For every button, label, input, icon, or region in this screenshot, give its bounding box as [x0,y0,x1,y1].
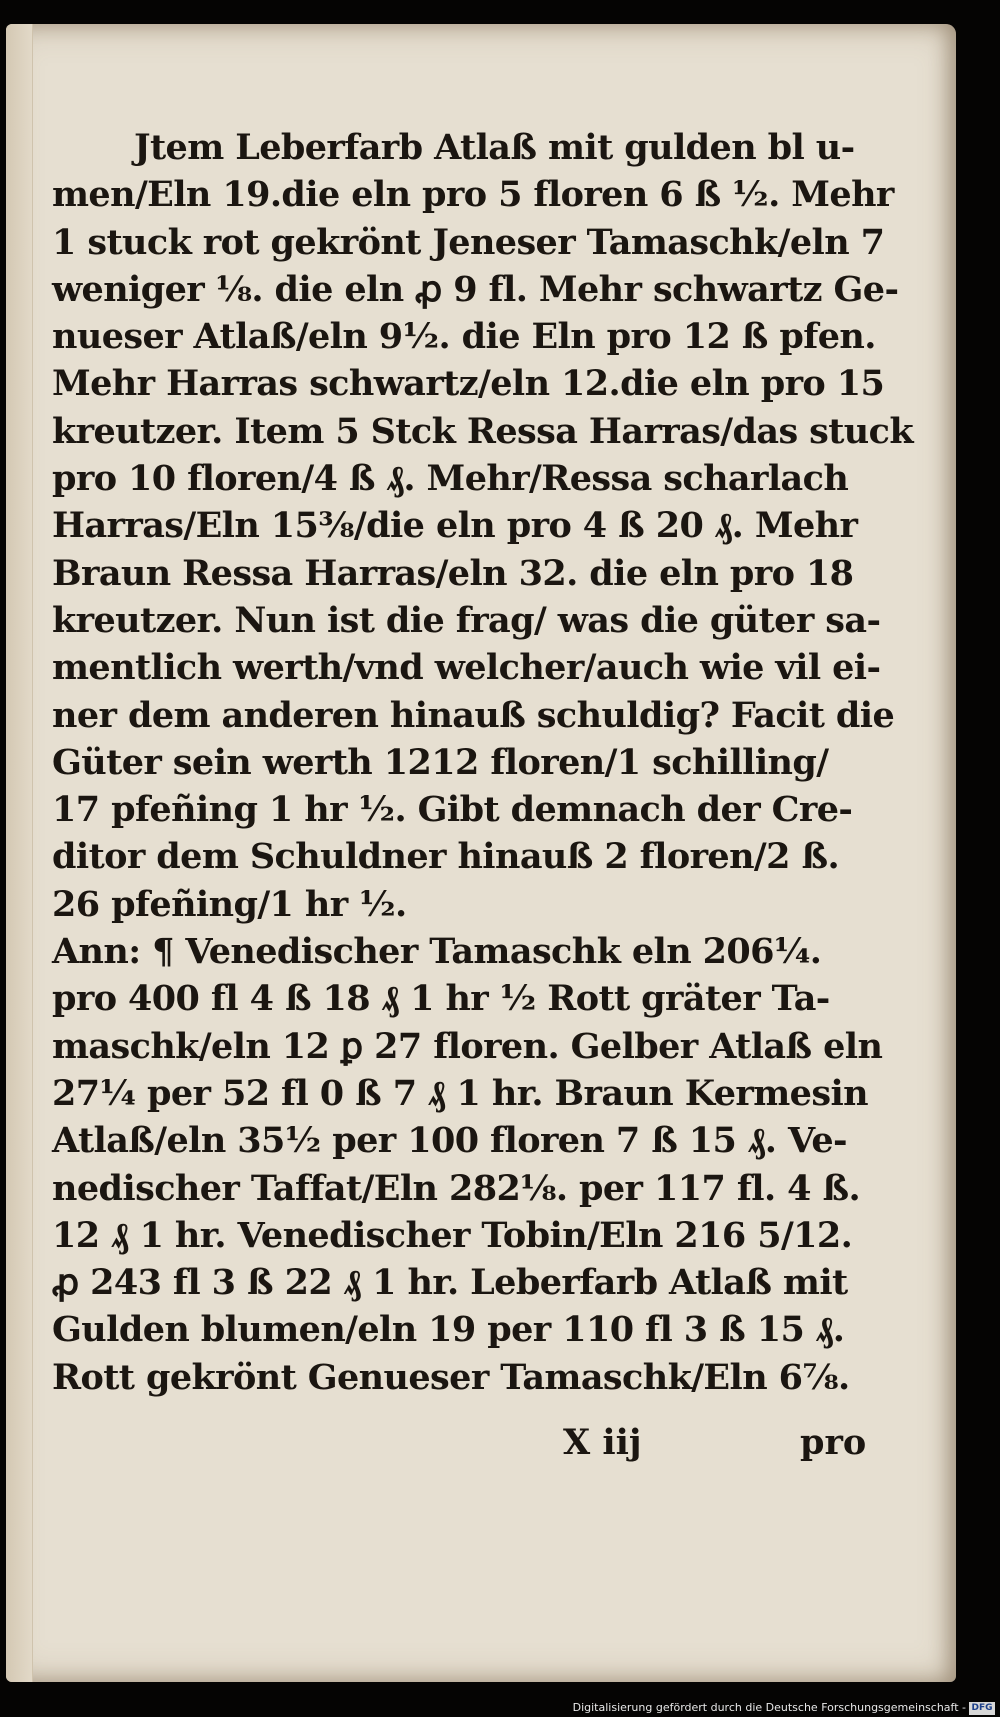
body-text [52,124,912,1401]
text-line: ꝓ 243 fl 3 ß 22 ₰ 1 hr. Leberfarb Atlaß mit [52,1262,848,1304]
text-line: nedischer Taffat/Eln 282⅛. per 117 fl. 4 ß. [52,1167,861,1209]
text-line: Harras/Eln 15⅜/die eln pro 4 ß 20 ₰. Mehr [52,505,858,547]
text-line: men/Eln 19.die eln pro 5 floren 6 ß ½. Mehr [52,174,894,216]
text-line: pro 400 fl 4 ß 18 ₰ 1 hr ½ Rott gräter Ta- [52,978,830,1020]
text-line: kreutzer. Nun ist die frag/ was die güter sa- [52,599,881,641]
text-line: 12 ₰ 1 hr. Venedischer Tobin/Eln 216 5/12. [52,1214,853,1256]
text-line: Jtem Leberfarb Atlaß mit gulden bl u- [134,127,855,168]
text-line: Güter sein werth 1212 floren/1 schilling/ [52,741,829,783]
text-line: mentlich werth/vnd welcher/auch wie vil ei- [52,647,881,689]
credit-text: Digitalisierung gefördert durch die Deutsche Forschungsgemeinschaft - [572,1701,966,1714]
text-line: nueser Atlaß/eln 9½. die Eln pro 12 ß pfen. [52,316,876,358]
signature-mark: X iij [563,1422,642,1463]
text-line: kreutzer. Item 5 Stck Ressa Harras/das stuck [52,410,914,452]
text-line: weniger ⅛. die eln ꝓ 9 fl. Mehr schwartz Ge- [52,268,899,310]
text-line: Mehr Harras schwartz/eln 12.die eln pro 15 [52,363,885,405]
text-line: ner dem anderen hinauß schuldig? Facit die [52,694,895,736]
credit-bar [0,1699,1000,1717]
text-line: Rott gekrönt Genueser Tamaschk/Eln 6⅞. [52,1356,850,1398]
page-footer [52,1422,872,1472]
page-gutter [6,24,33,1682]
text-line: 17 pfeñing 1 hr ½. Gibt demnach der Cre- [52,789,853,831]
text-line: pro 10 floren/4 ß ₰. Mehr/Ressa scharlach [52,458,849,500]
text-line: 27¼ per 52 fl 0 ß 7 ₰ 1 hr. Braun Kermesin [52,1072,868,1114]
text-line: Atlaß/eln 35½ per 100 floren 7 ß 15 ₰. Ve- [52,1120,847,1162]
text-line: ditor dem Schuldner hinauß 2 floren/2 ß. [52,836,840,878]
text-line: 1 stuck rot gekrönt Jeneser Tamaschk/eln 7 [52,221,885,263]
text-line: Gulden blumen/eln 19 per 110 fl 3 ß 15 ₰. [52,1309,845,1351]
text-line: maschk/eln 12 ꝑ 27 floren. Gelber Atlaß eln [52,1025,883,1067]
dfg-logo-icon: DFG [969,1702,995,1715]
book-page [6,24,956,1682]
text-line: 26 pfeñing/1 hr ½. [52,883,407,925]
text-line: Braun Ressa Harras/eln 32. die eln pro 18 [52,552,854,594]
catchword: pro [800,1422,867,1463]
text-line: Ann: ¶ Venedischer Tamaschk eln 206¼. [52,931,822,973]
